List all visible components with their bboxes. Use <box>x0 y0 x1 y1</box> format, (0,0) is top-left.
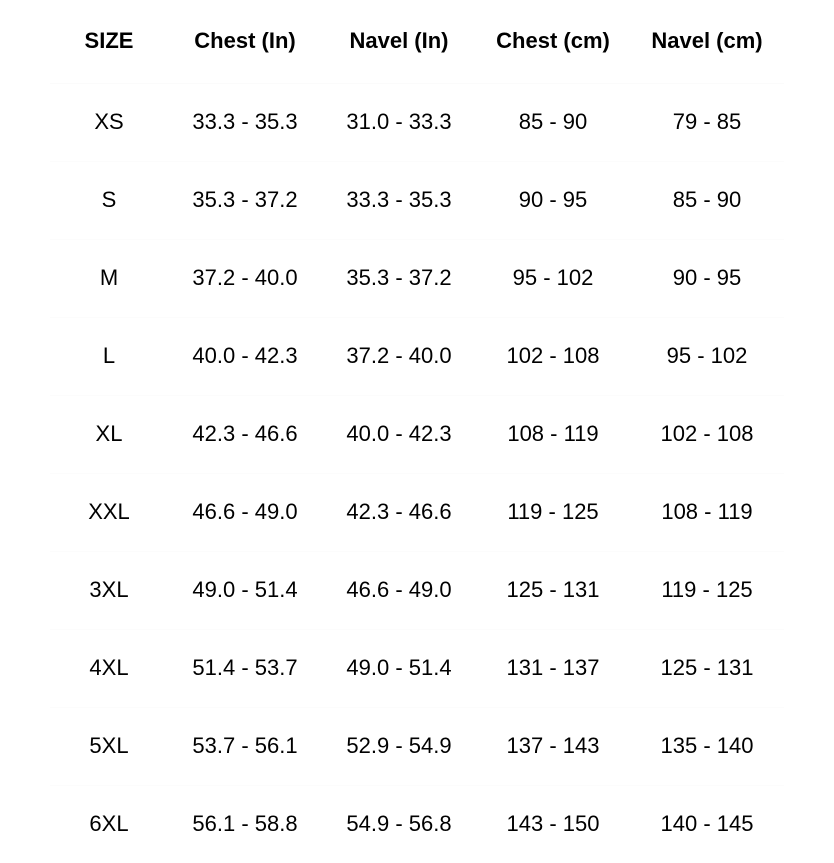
cell-size: 5XL <box>50 708 168 786</box>
cell-navel-cm: 125 - 131 <box>630 630 784 708</box>
cell-chest-cm: 108 - 119 <box>476 396 630 474</box>
cell-size: XS <box>50 84 168 162</box>
table-row <box>50 162 784 240</box>
column-header-chest-in: Chest (In) <box>168 0 322 84</box>
cell-navel-in: 49.0 - 51.4 <box>322 630 476 708</box>
cell-chest-cm: 90 - 95 <box>476 162 630 240</box>
table-header <box>50 0 784 84</box>
table-row <box>50 630 784 708</box>
cell-chest-cm: 137 - 143 <box>476 708 630 786</box>
cell-size: 6XL <box>50 786 168 863</box>
column-header-size: SIZE <box>50 0 168 84</box>
table-header-row <box>50 0 784 84</box>
table-row <box>50 240 784 318</box>
table-row <box>50 474 784 552</box>
cell-navel-cm: 135 - 140 <box>630 708 784 786</box>
cell-size: 3XL <box>50 552 168 630</box>
cell-navel-cm: 90 - 95 <box>630 240 784 318</box>
cell-navel-cm: 95 - 102 <box>630 318 784 396</box>
table-row <box>50 318 784 396</box>
table-row <box>50 84 784 162</box>
cell-navel-cm: 108 - 119 <box>630 474 784 552</box>
cell-navel-cm: 85 - 90 <box>630 162 784 240</box>
table-row <box>50 552 784 630</box>
cell-size: 4XL <box>50 630 168 708</box>
cell-chest-cm: 131 - 137 <box>476 630 630 708</box>
cell-chest-cm: 125 - 131 <box>476 552 630 630</box>
cell-size: S <box>50 162 168 240</box>
cell-navel-cm: 119 - 125 <box>630 552 784 630</box>
cell-chest-in: 40.0 - 42.3 <box>168 318 322 396</box>
cell-size: L <box>50 318 168 396</box>
table-row <box>50 786 784 863</box>
cell-chest-in: 33.3 - 35.3 <box>168 84 322 162</box>
cell-chest-cm: 143 - 150 <box>476 786 630 863</box>
cell-chest-cm: 102 - 108 <box>476 318 630 396</box>
cell-chest-in: 46.6 - 49.0 <box>168 474 322 552</box>
cell-chest-in: 53.7 - 56.1 <box>168 708 322 786</box>
cell-navel-cm: 102 - 108 <box>630 396 784 474</box>
column-header-navel-cm: Navel (cm) <box>630 0 784 84</box>
cell-chest-in: 35.3 - 37.2 <box>168 162 322 240</box>
cell-chest-cm: 119 - 125 <box>476 474 630 552</box>
cell-chest-in: 56.1 - 58.8 <box>168 786 322 863</box>
cell-size: M <box>50 240 168 318</box>
cell-navel-in: 42.3 - 46.6 <box>322 474 476 552</box>
table-row <box>50 708 784 786</box>
cell-navel-in: 31.0 - 33.3 <box>322 84 476 162</box>
cell-navel-cm: 140 - 145 <box>630 786 784 863</box>
size-chart-table <box>50 0 784 863</box>
cell-navel-in: 40.0 - 42.3 <box>322 396 476 474</box>
cell-navel-in: 33.3 - 35.3 <box>322 162 476 240</box>
column-header-chest-cm: Chest (cm) <box>476 0 630 84</box>
cell-chest-cm: 95 - 102 <box>476 240 630 318</box>
table-row <box>50 396 784 474</box>
cell-chest-in: 42.3 - 46.6 <box>168 396 322 474</box>
cell-navel-in: 52.9 - 54.9 <box>322 708 476 786</box>
table-body <box>50 84 784 863</box>
cell-navel-in: 37.2 - 40.0 <box>322 318 476 396</box>
cell-navel-in: 35.3 - 37.2 <box>322 240 476 318</box>
cell-chest-cm: 85 - 90 <box>476 84 630 162</box>
cell-size: XL <box>50 396 168 474</box>
cell-chest-in: 51.4 - 53.7 <box>168 630 322 708</box>
cell-navel-in: 46.6 - 49.0 <box>322 552 476 630</box>
column-header-navel-in: Navel (In) <box>322 0 476 84</box>
cell-size: XXL <box>50 474 168 552</box>
cell-chest-in: 49.0 - 51.4 <box>168 552 322 630</box>
cell-navel-in: 54.9 - 56.8 <box>322 786 476 863</box>
cell-navel-cm: 79 - 85 <box>630 84 784 162</box>
cell-chest-in: 37.2 - 40.0 <box>168 240 322 318</box>
